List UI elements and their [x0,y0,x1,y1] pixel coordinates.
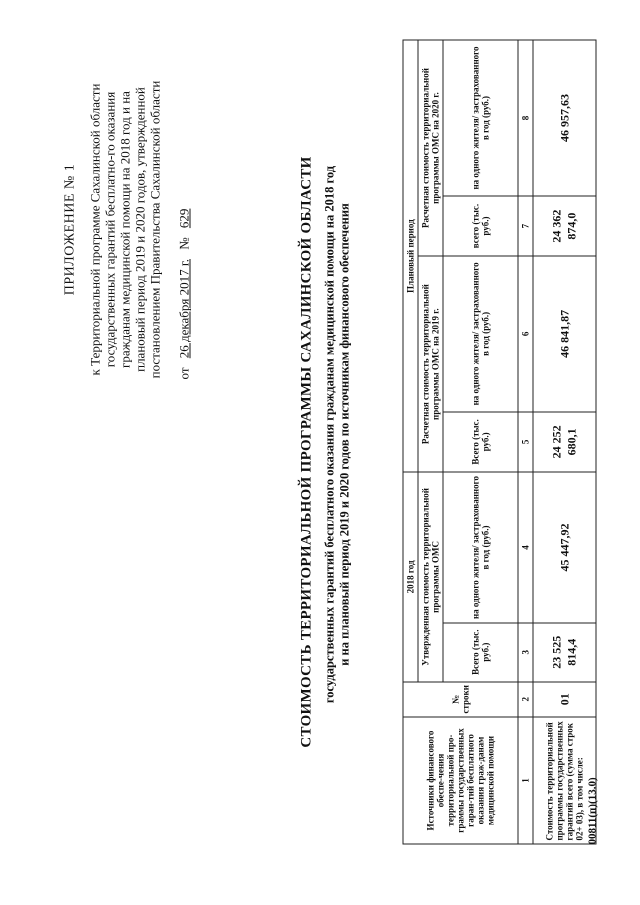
column-number: 4 [518,472,533,623]
row-label: Стоимость территориальной программы государственных гарантий всего (сумма строк 02+ 03), в том числе: [533,717,596,844]
total-2020: 24 362 874,0 [533,196,596,256]
header-per-2020: на одного жителя/ застрахованного в год (руб.) [443,40,518,196]
header-total-2019: Всего (тыс. руб.) [443,412,518,473]
header-total-2020: всего (тыс. руб.) [443,196,518,256]
header-2018: 2018 год [403,472,418,681]
document-subtitle [323,85,353,785]
date-prefix: от [176,367,192,380]
decree-number: 629 [176,208,192,229]
header-2020-sub: Расчетная стоимость территориальной программы ОМС на 2020 г. [418,40,443,256]
header-row-1 [403,40,418,844]
per-resident-2019: 46 841,87 [533,256,596,411]
subtitle-line-2: и на плановый период 2019 и 2020 годов по источникам финансового обеспечения [337,203,352,666]
decree-date: 26 декабря 2017 г. [176,259,192,359]
document-title: СТОИМОСТЬ ТЕРРИТОРИАЛЬНОЙ ПРОГРАММЫ САХАЛИНСКОЙ ОБЛАСТИ [298,156,315,748]
subtitle-line-1: государственных гарантий бесплатного оказания гражданам медицинской помощи на 2018 год [322,165,337,704]
column-number-row [518,40,533,844]
header-2018-sub: Утвержденная стоимость территориальной программы ОМС [418,472,443,681]
header-per-2018: на одного жителя/ застрахованного в год (руб.) [443,472,518,623]
column-number: 3 [518,623,533,682]
column-number: 1 [518,717,533,844]
header-row-no: № строки [403,682,518,717]
total-2019: 24 252 680,1 [533,412,596,473]
decree-date-line [177,80,192,380]
header-planned-period: Плановый период [403,40,418,472]
column-number: 8 [518,40,533,196]
column-number: 2 [518,682,533,717]
per-resident-2018: 45 447,92 [533,472,596,623]
header-2019-sub: Расчетная стоимость территориальной программы ОМС на 2019 г. [418,256,443,472]
cost-table [403,40,597,845]
header-total-2018: Всего (тыс. руб.) [443,623,518,682]
number-label: № [176,237,192,250]
appendix-title: ПРИЛОЖЕНИЕ № 1 [62,163,78,296]
table-row [533,40,596,844]
column-number: 6 [518,256,533,411]
row-number: 01 [533,682,596,717]
appendix-text: к Территориальной программе Сахалинской области государственных гарантий бесплатно-го оказания гражданам медицинской помощи на 2018 год и на плановый период 2019 и 2020 годов, утвержденной постановлением Правительства Сахалинской области [87,80,163,379]
column-number: 5 [518,412,533,473]
per-resident-2020: 46 957,63 [533,40,596,196]
appendix-block [63,80,192,380]
footer-code: 00811(п)(13.0) [586,777,599,845]
column-number: 7 [518,196,533,256]
header-source: Источники финансового обеспе-чения территориальной про-граммы государственных гаран-тий бесплатного оказания граж-данам медицинской помощи [403,717,518,844]
rotated-page [1,0,640,905]
header-per-2019: на одного жителя/ застрахованного в год (руб.) [443,256,518,411]
total-2018: 23 525 814,4 [533,623,596,682]
